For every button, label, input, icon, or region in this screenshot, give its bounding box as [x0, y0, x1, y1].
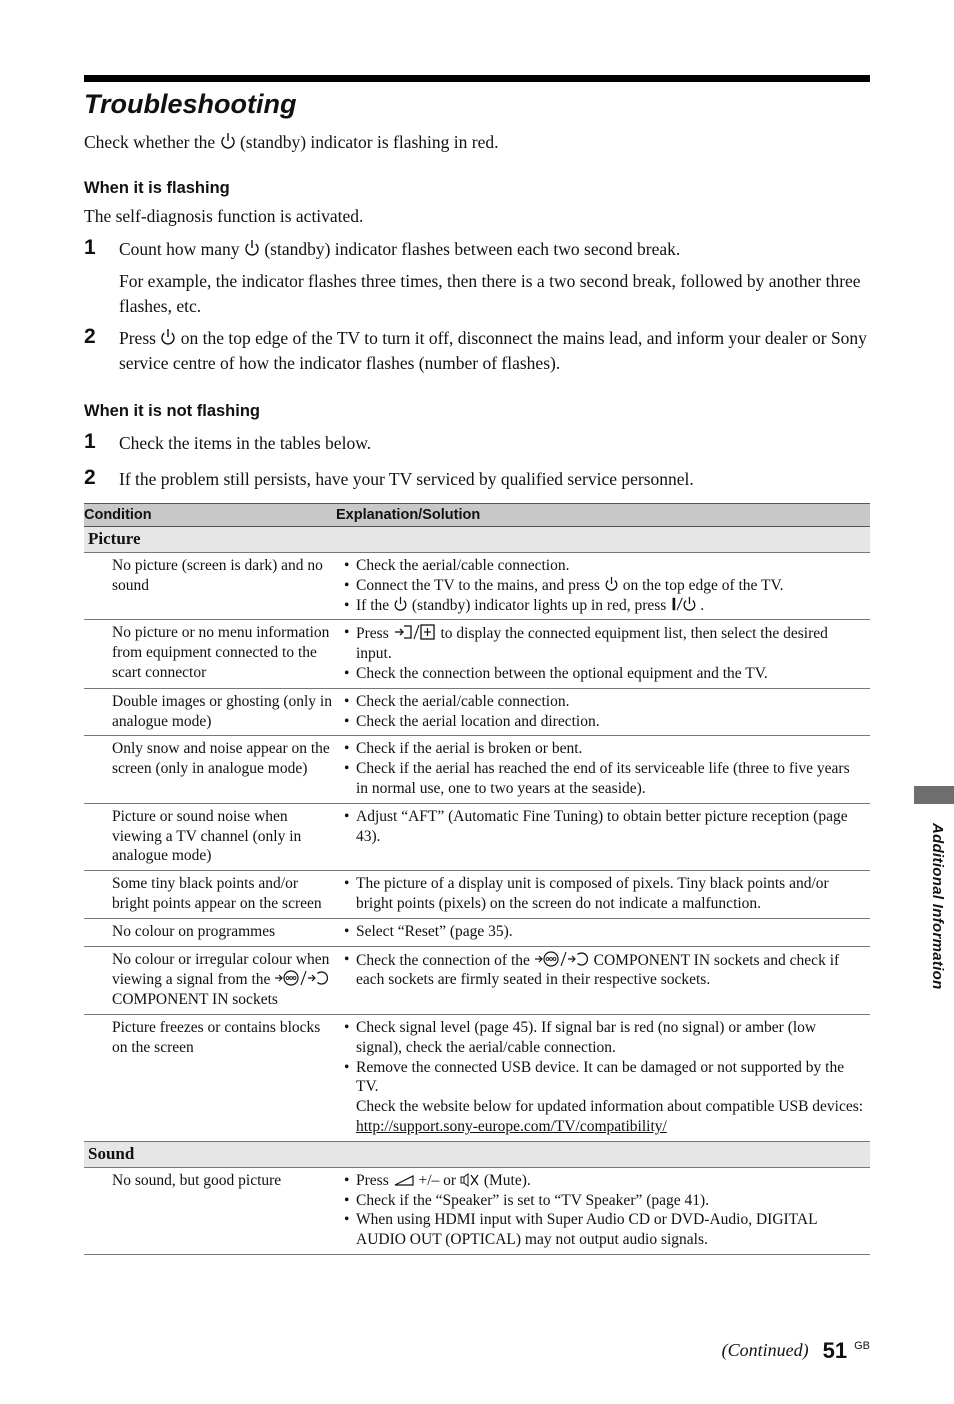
condition-cell: No sound, but good picture: [84, 1167, 336, 1254]
condition-cell: No colour or irregular colour when viewing a signal from the COMPONENT IN sockets: [84, 946, 336, 1014]
condition-cell: Only snow and noise appear on the screen (only in analogue mode): [84, 736, 336, 803]
solution-item: • Remove the connected USB device. It can be damaged or not supported by the TV. Check the website below for updated information about compatible USB devices: http://support.sony-europe.com/TV/compatibility/: [344, 1058, 864, 1137]
continued-label: (Continued): [721, 1340, 809, 1360]
solution-cell: [336, 1014, 870, 1141]
step-number: 1: [84, 236, 96, 259]
subheading-flashing: When it is flashing: [84, 179, 230, 197]
condition-cell: No colour on programmes: [84, 918, 336, 946]
not-flashing-step-1: 1 Check the items in the tables below.: [84, 430, 372, 453]
intro-line: Check whether the (standby) indicator is flashing in red.: [84, 132, 499, 152]
table-row: [84, 1167, 870, 1254]
section-row-picture: Picture: [84, 527, 870, 553]
solution-header: Explanation/Solution: [336, 504, 870, 527]
solution-cell: [336, 946, 870, 1014]
condition-cell: Picture freezes or contains blocks on the screen: [84, 1014, 336, 1141]
region-code: GB: [854, 1340, 870, 1352]
table-row: [84, 871, 870, 919]
power-icon: [220, 132, 236, 150]
side-section-label: Additional Information: [929, 823, 946, 990]
step-number: 1: [84, 430, 96, 453]
solution-item: • Check the aerial location and direction.: [344, 712, 864, 732]
solution-cell: [336, 918, 870, 946]
solution-item: • When using HDMI input with Super Audio CD or DVD-Audio, DIGITAL AUDIO OUT (OPTICAL) may not output audio signals.: [344, 1210, 864, 1250]
solution-item: • Check if the aerial is broken or bent.: [344, 739, 864, 759]
solution-item: • The picture of a display unit is composed of pixels. Tiny black points and/or bright points (pixels) on the screen do not indicate a malfunction.: [344, 874, 864, 914]
page-title: Troubleshooting: [84, 89, 297, 119]
solution-item: • Check if the aerial has reached the end of its serviceable life (three to five years in normal use, one to two years at the seaside).: [344, 759, 864, 799]
condition-cell: Some tiny black points and/or bright points appear on the screen: [84, 871, 336, 919]
solution-cell: [336, 871, 870, 919]
solution-item: • Check the aerial/cable connection.: [344, 692, 864, 712]
table-row: [84, 553, 870, 620]
section-tab-marker: [914, 786, 954, 804]
subheading-not-flashing: When it is not flashing: [84, 402, 260, 420]
solution-item: • Check if the “Speaker” is set to “TV Speaker” (page 41).: [344, 1191, 864, 1211]
condition-header: Condition: [84, 504, 336, 527]
solution-item: • Check the aerial/cable connection.: [344, 556, 864, 576]
solution-cell: [336, 553, 870, 620]
solution-item: • Select “Reset” (page 35).: [344, 922, 864, 942]
solution-cell: [336, 1167, 870, 1254]
solution-cell: [336, 736, 870, 803]
table-row: [84, 620, 870, 688]
component-video-audio-icon: [534, 950, 590, 968]
table-row: [84, 918, 870, 946]
flashing-lead: The self-diagnosis function is activated.: [84, 206, 364, 226]
condition-cell: No picture (screen is dark) and no sound: [84, 553, 336, 620]
not-flashing-step-2: 2 If the problem still persists, have your TV serviced by qualified service personnel.: [84, 466, 694, 489]
power-icon: [604, 576, 619, 592]
table-row: [84, 1014, 870, 1141]
page-footer: [722, 1338, 870, 1364]
solution-cell: [336, 803, 870, 870]
solution-cell: [336, 688, 870, 736]
solution-item: • Check signal level (page 45). If signal bar is red (no signal) or amber (low signal), check the aerial/cable connection.: [344, 1018, 864, 1058]
input-select-icon: [393, 623, 437, 641]
flashing-step-2: 2 Press on the top edge of the TV to turn it off, disconnect the mains lead, and inform your dealer or Sony service centre of how the indicator flashes (number of flashes).: [84, 325, 867, 373]
mute-icon: [460, 1172, 480, 1188]
solution-item: • Check the connection of the COMPONENT IN sockets and check if each sockets are firmly seated in their respective sockets.: [344, 950, 864, 991]
volume-icon: [393, 1172, 415, 1188]
step-number: 2: [84, 325, 96, 348]
component-video-audio-icon: [274, 969, 330, 987]
step-example: For example, the indicator flashes three times, then there is a two second break, followed by another three flashes, etc.: [119, 271, 861, 316]
table-row: [84, 688, 870, 736]
table-header-row: [84, 504, 870, 527]
solution-item: • Adjust “AFT” (Automatic Fine Tuning) to obtain better picture reception (page 43).: [344, 807, 864, 847]
compatibility-link[interactable]: http://support.sony-europe.com/TV/compatibility/: [356, 1117, 667, 1135]
table-row: [84, 946, 870, 1014]
section-row-sound: Sound: [84, 1141, 870, 1167]
solution-item: • Press to display the connected equipment list, then select the desired input.: [344, 623, 864, 664]
power-icon: [393, 596, 408, 612]
solution-item: • If the (standby) indicator lights up in red, press .: [344, 596, 864, 616]
condition-cell: Picture or sound noise when viewing a TV channel (only in analogue mode): [84, 803, 336, 870]
step-number: 2: [84, 466, 96, 489]
troubleshooting-table: [84, 503, 870, 1255]
power-icon: [160, 328, 176, 346]
solution-item: • Connect the TV to the mains, and press on the top edge of the TV.: [344, 576, 864, 596]
tv-power-standby-icon: [670, 596, 700, 612]
page-number: 51: [822, 1338, 848, 1363]
condition-cell: Double images or ghosting (only in analogue mode): [84, 688, 336, 736]
solution-item: • Press +/– or (Mute).: [344, 1171, 864, 1191]
solution-cell: [336, 620, 870, 688]
table-row: [84, 736, 870, 803]
condition-cell: No picture or no menu information from equipment connected to the scart connector: [84, 620, 336, 688]
table-row: [84, 803, 870, 870]
flashing-step-1: 1 Count how many (standby) indicator flashes between each two second break. For example, the indicator flashes three times, then there is a two second break, followed by another three flashes, etc.: [84, 237, 870, 319]
top-rule: [84, 75, 870, 82]
power-icon: [244, 239, 260, 257]
solution-item: • Check the connection between the optional equipment and the TV.: [344, 664, 864, 684]
